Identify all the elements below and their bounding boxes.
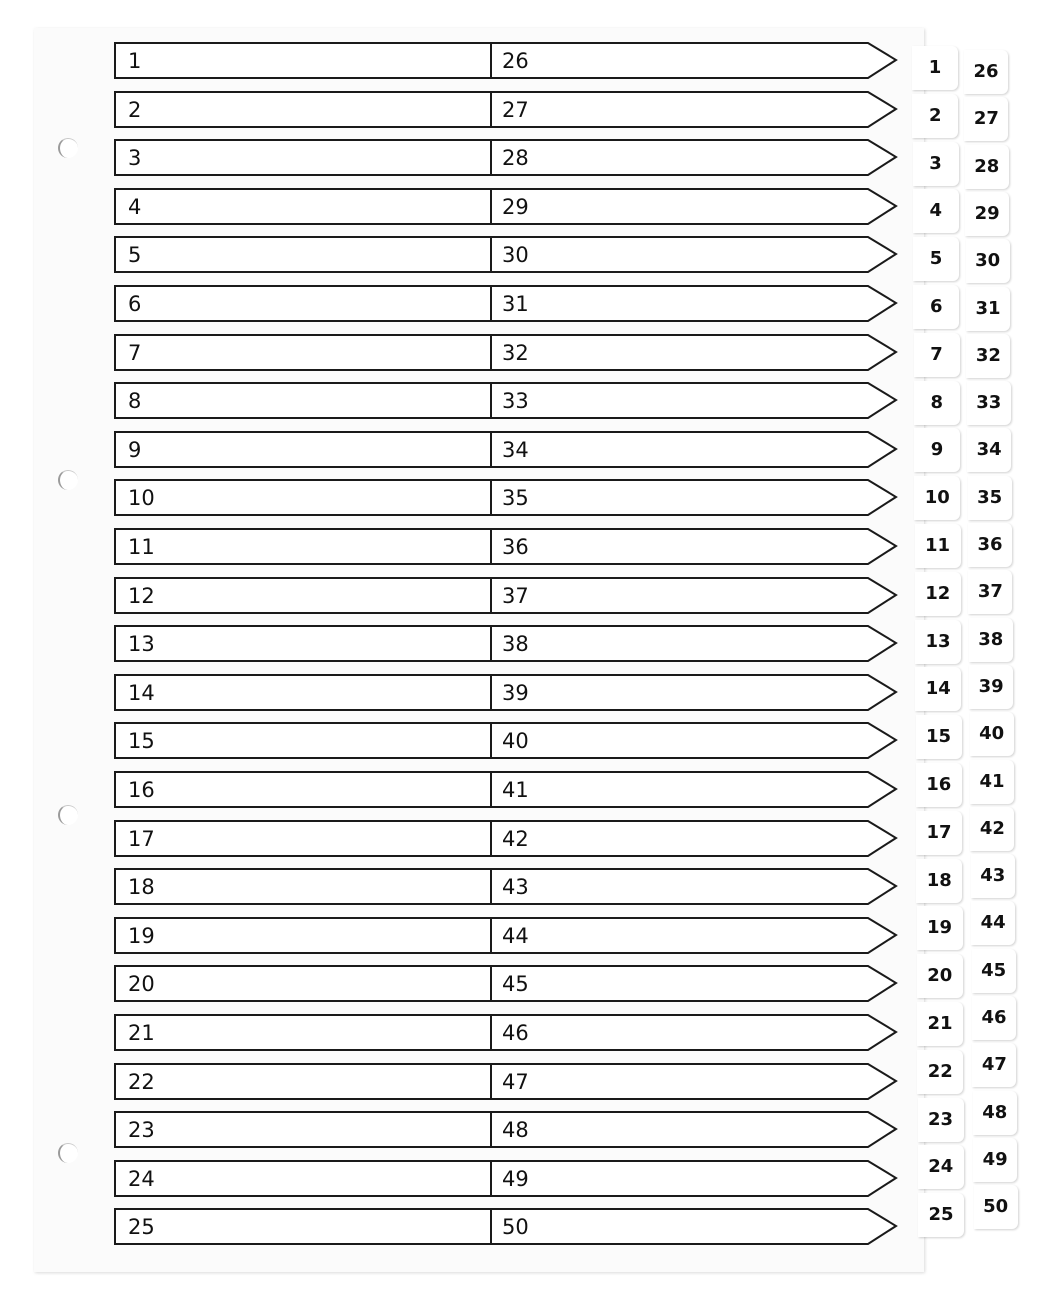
- index-tab-front[interactable]: 19: [917, 906, 963, 950]
- index-tab-back[interactable]: 40: [970, 712, 1014, 756]
- index-tab-front[interactable]: 18: [916, 859, 962, 903]
- index-tab-back[interactable]: 37: [968, 570, 1012, 614]
- index-row[interactable]: [114, 965, 898, 1003]
- row-number-left: 15: [128, 729, 155, 754]
- row-number-left: 24: [128, 1166, 155, 1191]
- row-number-right: 34: [502, 437, 529, 462]
- index-tab-front[interactable]: 8: [914, 381, 960, 425]
- index-row[interactable]: [114, 674, 898, 712]
- row-number-left: 22: [128, 1069, 155, 1094]
- row-number-left: 19: [128, 923, 155, 948]
- row-number-left: 17: [128, 826, 155, 851]
- index-tab-back[interactable]: 26: [964, 50, 1008, 94]
- row-number-right: 50: [502, 1215, 529, 1240]
- index-tab-back[interactable]: 29: [965, 192, 1009, 236]
- index-tab-back[interactable]: 27: [964, 97, 1008, 141]
- index-row[interactable]: [114, 1208, 898, 1246]
- row-number-left: 7: [128, 340, 142, 365]
- row-number-right: 41: [502, 778, 529, 802]
- index-row[interactable]: [114, 1014, 898, 1052]
- row-number-left: 8: [128, 389, 142, 414]
- row-number-right: 47: [502, 1069, 529, 1094]
- index-tab-front[interactable]: 13: [915, 620, 961, 664]
- index-tab-back[interactable]: 41: [970, 760, 1014, 804]
- row-number-right: 45: [502, 972, 529, 997]
- row-number-right: 30: [502, 243, 529, 268]
- row-number-left: 2: [128, 97, 142, 122]
- punch-hole: [58, 138, 78, 158]
- index-row[interactable]: [114, 285, 898, 323]
- index-tab-back[interactable]: 30: [966, 239, 1010, 283]
- row-number-right: 48: [502, 1118, 529, 1143]
- index-tab-front[interactable]: 25: [918, 1193, 964, 1237]
- index-tab-back[interactable]: 44: [971, 901, 1015, 945]
- index-tab-front[interactable]: 14: [915, 667, 961, 711]
- index-tab-front[interactable]: 20: [917, 954, 963, 998]
- row-number-right: 31: [502, 292, 529, 316]
- row-number-right: 35: [502, 486, 529, 511]
- row-number-right: 32: [502, 340, 529, 365]
- row-number-right: 39: [502, 680, 529, 705]
- row-number-left: 5: [128, 243, 142, 268]
- index-row[interactable]: [114, 91, 898, 129]
- row-number-right: 29: [502, 194, 529, 219]
- index-tab-front[interactable]: 21: [917, 1002, 963, 1046]
- row-number-left: 14: [128, 680, 155, 705]
- index-row[interactable]: [114, 868, 898, 906]
- index-row[interactable]: [114, 479, 898, 517]
- index-row[interactable]: [114, 139, 898, 177]
- index-tab-back[interactable]: 28: [965, 145, 1009, 189]
- index-tab-front[interactable]: 12: [915, 572, 961, 616]
- index-tab-back[interactable]: 42: [970, 807, 1014, 851]
- index-tab-front[interactable]: 7: [914, 333, 960, 377]
- row-number-right: 40: [502, 729, 529, 754]
- row-number-left: 18: [128, 875, 155, 900]
- index-tab-back[interactable]: 47: [972, 1043, 1016, 1087]
- index-tab-front[interactable]: 1: [912, 46, 958, 90]
- index-tab-front[interactable]: 9: [914, 428, 960, 472]
- row-number-left: 21: [128, 1021, 155, 1045]
- index-tab-front[interactable]: 23: [918, 1098, 964, 1142]
- index-row[interactable]: [114, 236, 898, 274]
- index-tab-back[interactable]: 38: [969, 618, 1013, 662]
- row-number-left: 6: [128, 292, 142, 316]
- index-row[interactable]: [114, 188, 898, 226]
- index-row[interactable]: [114, 1111, 898, 1149]
- row-number-left: 10: [128, 486, 155, 511]
- index-row[interactable]: [114, 577, 898, 615]
- punch-hole: [58, 805, 78, 825]
- index-tab-front[interactable]: 6: [913, 285, 959, 329]
- index-tab-front[interactable]: 22: [917, 1050, 963, 1094]
- row-number-right: 36: [502, 535, 529, 559]
- index-row[interactable]: [114, 625, 898, 663]
- index-row[interactable]: [114, 1160, 898, 1198]
- index-tab-back[interactable]: 33: [967, 381, 1011, 425]
- index-tab-back[interactable]: 43: [971, 854, 1015, 898]
- index-tab-front[interactable]: 17: [916, 811, 962, 855]
- index-tab-back[interactable]: 46: [972, 996, 1016, 1040]
- index-row[interactable]: [114, 917, 898, 955]
- row-number-left: 23: [128, 1118, 155, 1143]
- row-number-left: 25: [128, 1215, 155, 1240]
- index-tab-back[interactable]: 49: [973, 1138, 1017, 1182]
- index-row[interactable]: [114, 431, 898, 469]
- index-row[interactable]: [114, 820, 898, 858]
- row-number-left: 13: [128, 632, 155, 657]
- row-number-right: 49: [502, 1166, 529, 1191]
- index-tab-front[interactable]: 5: [913, 237, 959, 281]
- row-number-left: 16: [128, 778, 155, 802]
- row-number-right: 38: [502, 632, 529, 657]
- index-row[interactable]: [114, 528, 898, 566]
- row-number-left: 12: [128, 583, 155, 608]
- row-number-left: 3: [128, 146, 142, 171]
- row-number-right: 42: [502, 826, 529, 851]
- row-number-right: 43: [502, 875, 529, 900]
- index-row[interactable]: [114, 771, 898, 809]
- row-number-left: 20: [128, 972, 155, 997]
- index-tab-back[interactable]: 48: [973, 1091, 1017, 1135]
- index-tab-front[interactable]: 11: [915, 524, 961, 568]
- index-tab-front[interactable]: 24: [918, 1145, 964, 1189]
- row-number-right: 37: [502, 583, 529, 608]
- index-row[interactable]: [114, 722, 898, 760]
- index-tab-back[interactable]: 50: [974, 1185, 1018, 1229]
- index-row[interactable]: [114, 1063, 898, 1101]
- punch-hole: [58, 470, 78, 490]
- row-number-left: 1: [128, 49, 142, 73]
- index-tab-front[interactable]: 10: [914, 476, 960, 520]
- index-tab-back[interactable]: 45: [972, 949, 1016, 993]
- row-number-left: 9: [128, 437, 142, 462]
- index-row[interactable]: [114, 382, 898, 420]
- index-tab-front[interactable]: 15: [916, 715, 962, 759]
- index-tab-back[interactable]: 36: [968, 523, 1012, 567]
- index-tab-back[interactable]: 34: [967, 428, 1011, 472]
- punch-hole: [58, 1143, 78, 1163]
- row-number-left: 11: [128, 535, 155, 559]
- index-tab-front[interactable]: 4: [913, 189, 959, 233]
- row-number-right: 33: [502, 389, 529, 414]
- index-tab-back[interactable]: 39: [969, 665, 1013, 709]
- row-number-right: 46: [502, 1021, 529, 1045]
- row-number-right: 26: [502, 49, 529, 73]
- index-tab-front[interactable]: 3: [913, 142, 959, 186]
- index-row[interactable]: [114, 42, 898, 80]
- row-number-left: 4: [128, 194, 142, 219]
- index-tab-back[interactable]: 35: [968, 476, 1012, 520]
- index-tab-front[interactable]: 16: [916, 763, 962, 807]
- row-number-right: 28: [502, 146, 529, 171]
- index-tab-back[interactable]: 32: [966, 334, 1010, 378]
- index-tab-back[interactable]: 31: [966, 287, 1010, 331]
- row-number-right: 44: [502, 923, 529, 948]
- row-number-right: 27: [502, 97, 529, 122]
- index-row[interactable]: [114, 334, 898, 372]
- index-tab-front[interactable]: 2: [912, 94, 958, 138]
